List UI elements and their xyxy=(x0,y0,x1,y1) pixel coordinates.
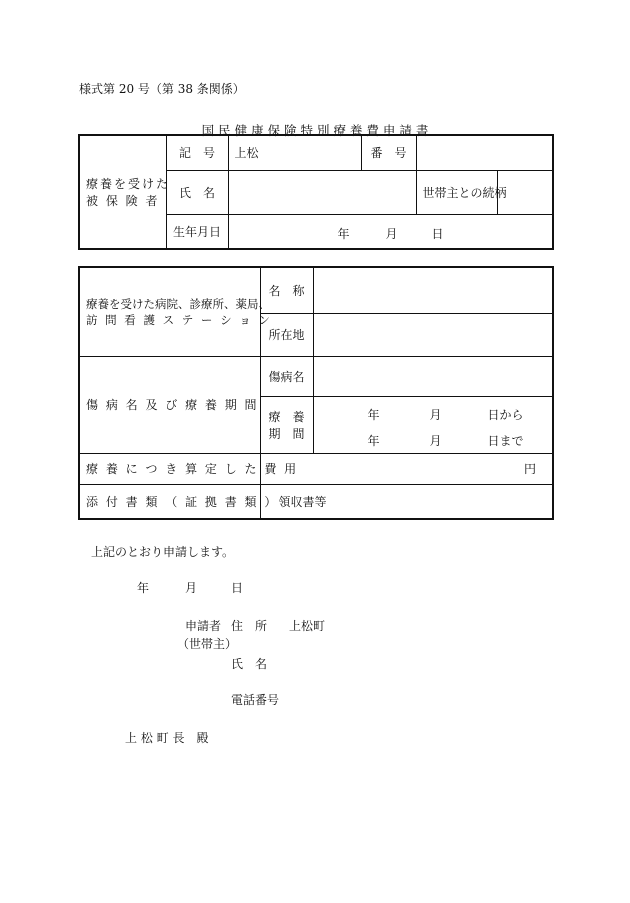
applicant-label: 申請者 xyxy=(185,619,222,633)
symbol-field[interactable]: 上松 xyxy=(228,135,361,170)
birthdate-day: 日 xyxy=(431,226,444,241)
declaration-text: 上記のとおり申請します。 xyxy=(91,545,235,559)
attachment-field[interactable]: 領収書等 xyxy=(260,484,553,519)
facility-name-label: 名 称 xyxy=(260,267,313,313)
facility-address-label: 所在地 xyxy=(260,313,313,356)
period-to-day: 日まで xyxy=(487,433,524,448)
symbol-label: 記 号 xyxy=(166,135,228,170)
treatment-period-field[interactable] xyxy=(313,396,553,453)
date-year: 年 xyxy=(137,581,150,595)
applicant-name-label: 氏 名 xyxy=(231,657,268,671)
insured-section-label: 療養を受けた 被 保 険 者 xyxy=(79,135,166,249)
period-from-day: 日から xyxy=(487,407,524,422)
cost-unit: 円 xyxy=(523,462,536,476)
cost-label: 療 養 に つ き 算 定 し た 費 用 xyxy=(79,453,260,484)
address-label: 住 所 xyxy=(231,619,268,633)
birthdate-label: 生年月日 xyxy=(166,214,228,249)
period-to-month: 月 xyxy=(429,433,442,448)
addressee: 上 松 町 長 殿 xyxy=(125,731,209,745)
form-number: 様式第 20 号（第 38 条関係） xyxy=(79,82,245,96)
address-field[interactable]: 上松町 xyxy=(289,619,326,633)
name-field[interactable] xyxy=(228,170,416,214)
period-to-year: 年 xyxy=(367,433,380,448)
attachment-label: 添 付 書 類 （ 証 拠 書 類 ） xyxy=(79,484,260,519)
treatment-period-label: 療 養 期 間 xyxy=(260,396,313,453)
birthdate-month: 月 xyxy=(385,226,398,241)
medical-treatment-table xyxy=(78,266,554,520)
facility-name-field[interactable] xyxy=(313,267,553,313)
disease-name-label: 傷病名 xyxy=(260,356,313,396)
facility-address-field[interactable] xyxy=(313,313,553,356)
facility-section-label: 療養を受けた病院、診療所、薬局、 訪 問 看 護 ス テ ー シ ョ ン xyxy=(79,267,260,356)
form-title: 国 民 健 康 保 険 特 別 療 養 費 申 請 書 xyxy=(201,123,429,138)
birthdate-year: 年 xyxy=(337,226,350,241)
relation-label: 世帯主との続柄 xyxy=(416,170,497,214)
birthdate-field[interactable] xyxy=(228,214,553,249)
date-month: 月 xyxy=(185,581,198,595)
disease-name-field[interactable] xyxy=(313,356,553,396)
period-from-year: 年 xyxy=(367,407,380,422)
phone-label: 電話番号 xyxy=(231,693,280,707)
date-day: 日 xyxy=(231,581,244,595)
name-label: 氏 名 xyxy=(166,170,228,214)
household-head-label: （世帯主） xyxy=(177,637,238,651)
cost-field[interactable] xyxy=(260,453,553,484)
insured-person-table xyxy=(78,134,554,250)
number-field[interactable] xyxy=(416,135,553,170)
period-from-month: 月 xyxy=(429,407,442,422)
number-label: 番 号 xyxy=(361,135,416,170)
disease-section-label: 傷 病 名 及 び 療 養 期 間 xyxy=(79,356,260,453)
